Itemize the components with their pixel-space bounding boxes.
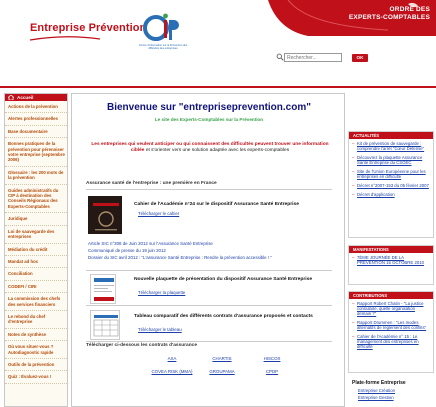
contract-axa-link[interactable]: AXA [167, 356, 177, 361]
contribution-item[interactable]: – Rapport Robert Chatin - "La justice consulaire, quelle organisation demain ?" [352, 301, 424, 316]
section-divider [86, 189, 332, 190]
tableau-cover-icon [91, 311, 121, 341]
oec-line-2: EXPERTS-COMPTABLES [348, 13, 430, 21]
intro-rest: et s'orienter vers une solution adaptée avec les experts-comptables [144, 148, 290, 153]
right-sidebar [348, 93, 434, 407]
contract-covea-link[interactable]: COVEA RISK (MMA) [151, 369, 193, 374]
main-content [71, 93, 345, 407]
search-icon [276, 53, 284, 61]
platform-title: Plate-forme Entreprise [352, 380, 406, 386]
search-button[interactable]: OK [352, 54, 368, 62]
bullet-icon: – [352, 141, 355, 146]
nav-item-alertes[interactable]: Alertes professionnelles [5, 113, 67, 125]
nav-item-commission[interactable]: La commission des chefs des services financiers [5, 293, 67, 311]
nav-item-outils[interactable]: Outils de la prévention [5, 359, 67, 371]
manifestations-box [348, 245, 434, 285]
plaquette-cover-icon [91, 275, 117, 305]
page-subtitle: Le site des Experts-Comptables sur la Prévention [154, 117, 264, 122]
contributions-box [348, 291, 434, 373]
cahier-title: Cahier de l'Académie n°24 sur le dispositif Assurance Santé Entreprise [134, 202, 299, 207]
dossier-sic-link[interactable]: Dossier du SIC avril 2012 : "L'assurance Santé Entreprise : Rendre la prévention accessible ! " [88, 255, 272, 260]
bullet-icon: – [352, 320, 355, 325]
bullet-icon: – [352, 192, 355, 197]
nav-item-glossaire[interactable]: Glossaire : les 200 mots de la prévention [5, 167, 67, 185]
left-navigation [4, 93, 68, 407]
bullet-icon: – [352, 169, 355, 174]
article-sic-308-link[interactable]: Article SIC n°308 de Juin 2012 sur l'Assurance Santé Entreprise [88, 241, 213, 246]
tableau-cover-image[interactable] [90, 310, 120, 340]
section-divider [86, 270, 332, 271]
section-title-assurance-sante: Assurance santé de l'entreprise : une première en France [86, 181, 217, 186]
nav-item-base-documentaire[interactable]: Base documentaire [5, 126, 67, 138]
nav-item-autodiagnostic[interactable]: Où vous situer-vous ? Autodiagnostic rapide [5, 341, 67, 359]
nav-item-mandat[interactable]: Mandat ad hoc [5, 256, 67, 268]
header-divider [0, 86, 436, 88]
contract-chartis-link[interactable]: CHARTIS [212, 356, 232, 361]
actualite-item[interactable]: – Décret d'application [352, 192, 395, 197]
bullet-icon: – [352, 155, 355, 160]
platform-creation-link[interactable]: Entreprise Création [358, 388, 396, 393]
press-release-link[interactable]: Communiqué de presse du 19 juin 2012 [88, 248, 166, 253]
intro-text [84, 142, 336, 154]
page-title: Bienvenue sur "entrepriseprevention.com" [107, 102, 311, 113]
download-cahier-link[interactable]: Télécharger le cahier [138, 211, 180, 216]
plaquette-title: Nouvelle plaquette de présentation du dispositif Assurance Santé Entreprise [134, 277, 313, 282]
cahier-cover-icon [89, 197, 123, 235]
contribution-item[interactable]: – Cahier de l'Académie n° 15 : Le management des entreprises en difficulté [352, 334, 419, 349]
actualite-item[interactable]: – Décret n°2007-153 du 05 février 2007 [352, 183, 429, 188]
intro-highlight: Les entreprises qui veulent anticiper ou qui connaissent des difficultés peuvent trouver une information ciblée [91, 142, 329, 153]
nav-home-label: Accueil [17, 95, 34, 100]
bullet-icon: – [352, 301, 355, 306]
cip-subtitle: Centre d'information sur la Prévention des difficultés des entreprises [138, 44, 188, 51]
contract-hiscox-link[interactable]: HISCOX [263, 356, 281, 361]
actualite-item[interactable]: – Site de l'Union Européenne pour les entreprises en difficulté [352, 169, 426, 179]
section-divider [86, 305, 332, 306]
contract-groupama-link[interactable]: GROUPAMA [209, 369, 235, 374]
actualites-header: ACTUALITÉS [349, 132, 433, 139]
logo-swoosh-icon [30, 36, 100, 42]
nav-item-quiz[interactable]: Quiz : Évaluez-vous ! [5, 371, 67, 383]
bullet-icon: – [352, 183, 355, 188]
actualite-item[interactable]: – Découvrez la plaquette Assurance Santé Entreprise du CSOEC [352, 155, 423, 165]
nav-item-rebond[interactable]: Le rebond du chef d'entreprise [5, 311, 67, 329]
manifestation-item[interactable]: – 7ÈME JOURNÉE DE LA PRÉVENTION 15 OCTOBRE 2010 [352, 255, 425, 265]
download-plaquette-link[interactable]: Télécharger la plaquette [138, 290, 186, 295]
nav-home-item[interactable] [5, 94, 67, 101]
download-tableau-link[interactable]: Télécharger le tableau [138, 327, 182, 332]
home-icon [8, 95, 14, 100]
nav-item-mediation[interactable]: Médiation du crédit [5, 244, 67, 256]
actualite-item[interactable]: – Kit de prévention de sauvegarde : comprendre l'arrêt "Cœur Défense" [352, 141, 425, 151]
nav-item-actions[interactable]: Actions de la prévention [5, 101, 67, 113]
nav-item-conciliation[interactable]: Conciliation [5, 268, 67, 280]
site-header [0, 0, 436, 88]
manifestations-header: MANIFESTATIONS [349, 246, 433, 253]
tableau-title: Tableau comparatif des différents contrats d'assurance proposés et contacts [134, 314, 313, 319]
bullet-icon: – [352, 255, 355, 260]
nav-item-guides[interactable]: Guides administratifs du CIP à destination des Conseils Régionaux des Experts-Comptables [5, 185, 67, 214]
nav-item-loi-sauvegarde[interactable]: Loi de sauvegarde des entreprises [5, 226, 67, 244]
oec-logo-text[interactable] [306, 6, 430, 21]
contracts-title: Télécharger ci-dessous les contrats d'assurance [86, 343, 197, 348]
contract-cpdp-link[interactable]: CPDP [265, 369, 279, 374]
entreprise-prevention-logo[interactable]: Entreprise Prévention [30, 22, 147, 34]
cahier-cover-image[interactable] [88, 196, 122, 234]
contributions-header: CONTRIBUTIONS [349, 292, 433, 299]
oec-line-1: ORDRE DES [389, 6, 430, 13]
plaquette-cover-image[interactable] [90, 274, 116, 304]
platform-gestion-link[interactable]: Entreprise Gestion [358, 395, 394, 400]
contribution-item[interactable]: – Rapport Drummen : "Les modes alternatifs de règlement des conflits" [352, 320, 427, 330]
search-input[interactable] [284, 53, 342, 62]
nav-item-juridique[interactable]: Juridique [5, 213, 67, 225]
section-divider [86, 341, 332, 342]
actualites-box [348, 131, 434, 238]
nav-item-notes[interactable]: Notes de synthèse [5, 329, 67, 341]
bullet-icon: – [352, 334, 355, 339]
nav-item-bonnes-pratiques[interactable]: Bonnes pratiques de la prévention pour pérenniser votre entreprise (septembre 2006) [5, 138, 67, 167]
nav-item-codefi[interactable]: CODEFI / CIRI [5, 281, 67, 293]
